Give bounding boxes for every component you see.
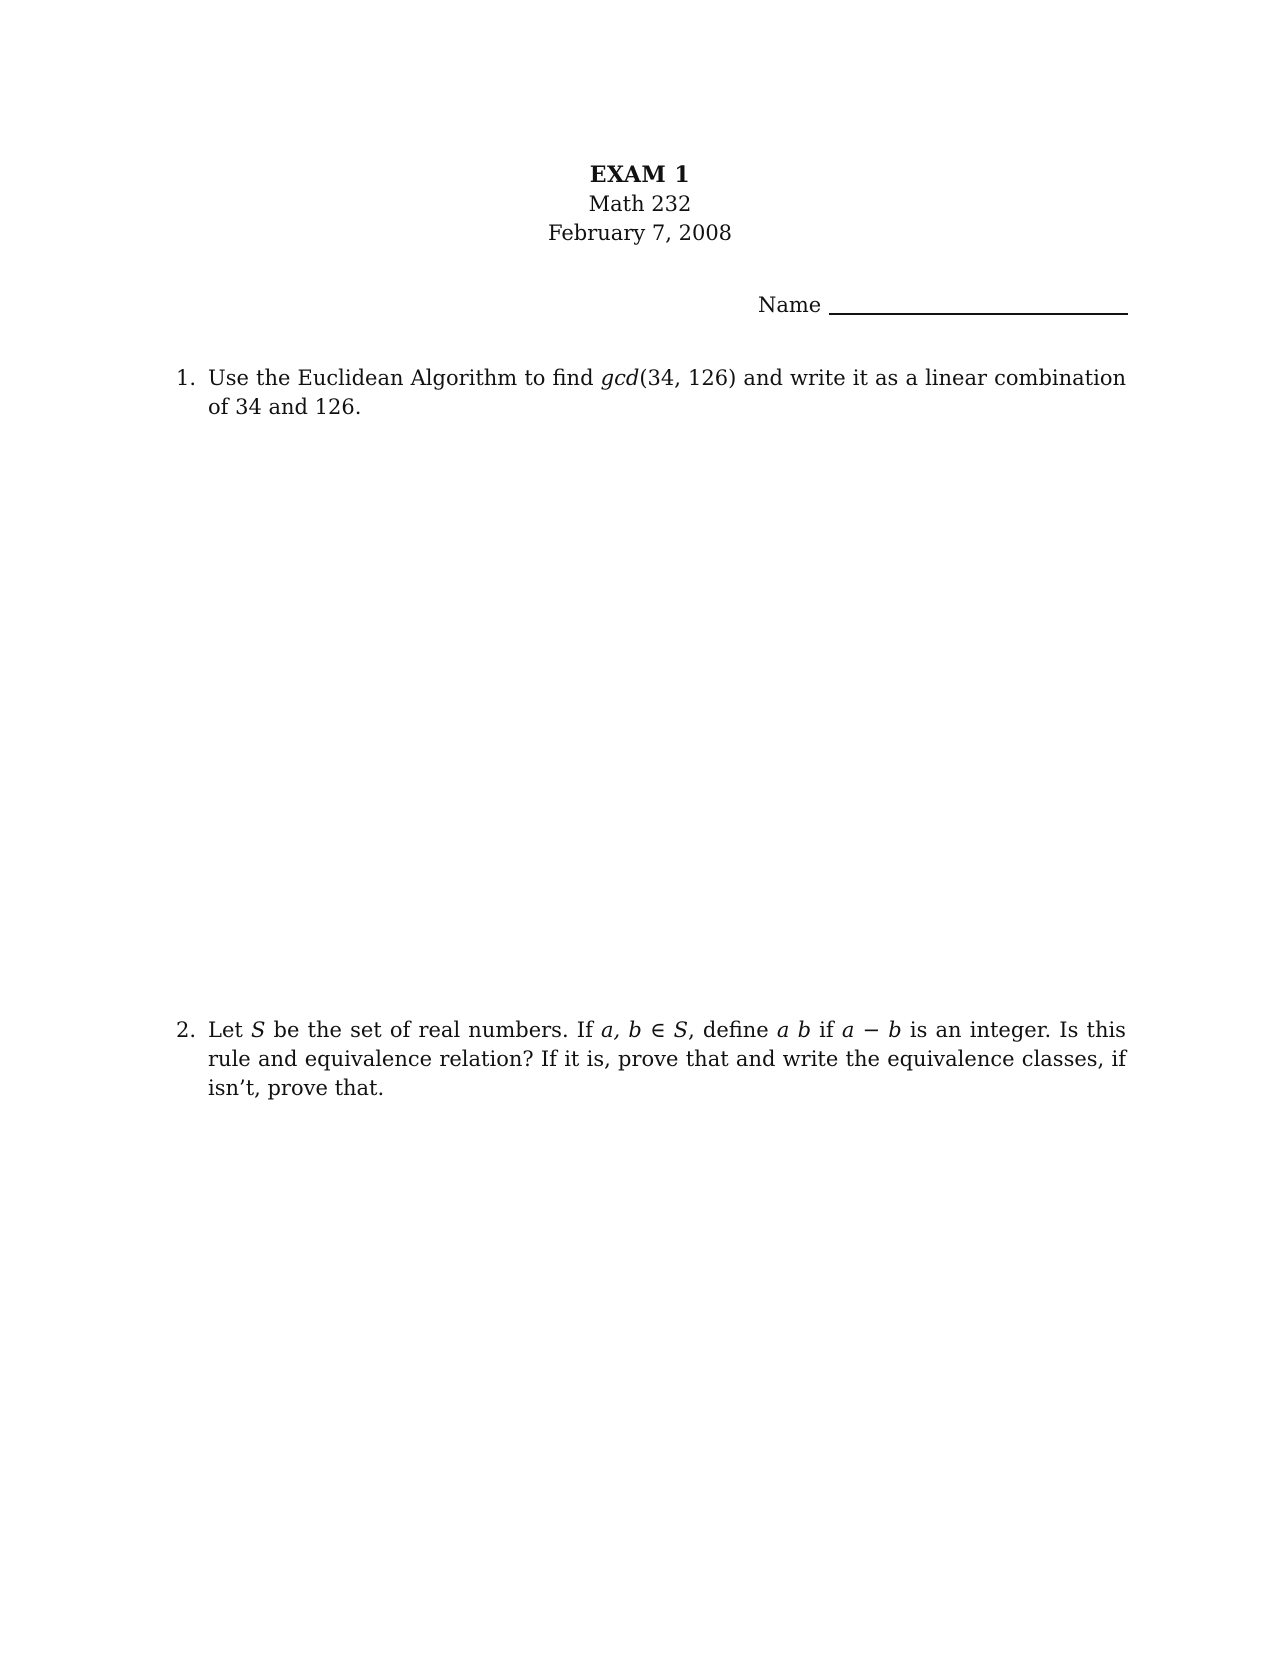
question-text-part: if <box>811 1018 842 1042</box>
question-text-part: ∈ <box>641 1018 674 1042</box>
question-text-part: Let <box>208 1018 251 1042</box>
question-text-part: , define <box>688 1018 777 1042</box>
question-text <box>208 364 1126 422</box>
question-number: 1. <box>176 366 197 390</box>
math-expression: a <box>841 1018 855 1042</box>
math-expression: gcd <box>600 366 640 390</box>
question-text-part: is an integer. Is this rule and equivalence relation? If it is, prove that and write the equivalence classes, if isn’t, prove that. <box>208 1018 1126 1100</box>
question-text-part <box>789 1018 797 1042</box>
question-text-part: (34, 126) and write it as a linear combination of 34 and 126. <box>208 366 1126 419</box>
question-number: 2. <box>176 1018 197 1042</box>
math-expression: S <box>673 1018 689 1042</box>
course-name: Math 232 <box>588 192 692 216</box>
question-1 <box>176 364 1126 422</box>
name-field[interactable] <box>758 292 1128 318</box>
name-blank-line[interactable] <box>829 313 1128 315</box>
math-expression: b <box>888 1018 902 1042</box>
question-text <box>208 1016 1126 1103</box>
exam-date: February 7, 2008 <box>547 221 733 245</box>
exam-title: EXAM 1 <box>589 162 691 188</box>
math-expression: a, b <box>601 1018 642 1042</box>
math-expression: b <box>797 1018 812 1042</box>
math-expression: S <box>250 1018 266 1042</box>
name-label: Name <box>758 293 822 317</box>
question-text-part: be the set of real numbers. If <box>265 1018 602 1042</box>
exam-header <box>0 160 1280 248</box>
question-text-part: Use the Euclidean Algorithm to find <box>208 366 601 390</box>
question-2 <box>176 1016 1126 1103</box>
question-text-part: − <box>854 1018 889 1042</box>
math-expression: a <box>776 1018 790 1042</box>
